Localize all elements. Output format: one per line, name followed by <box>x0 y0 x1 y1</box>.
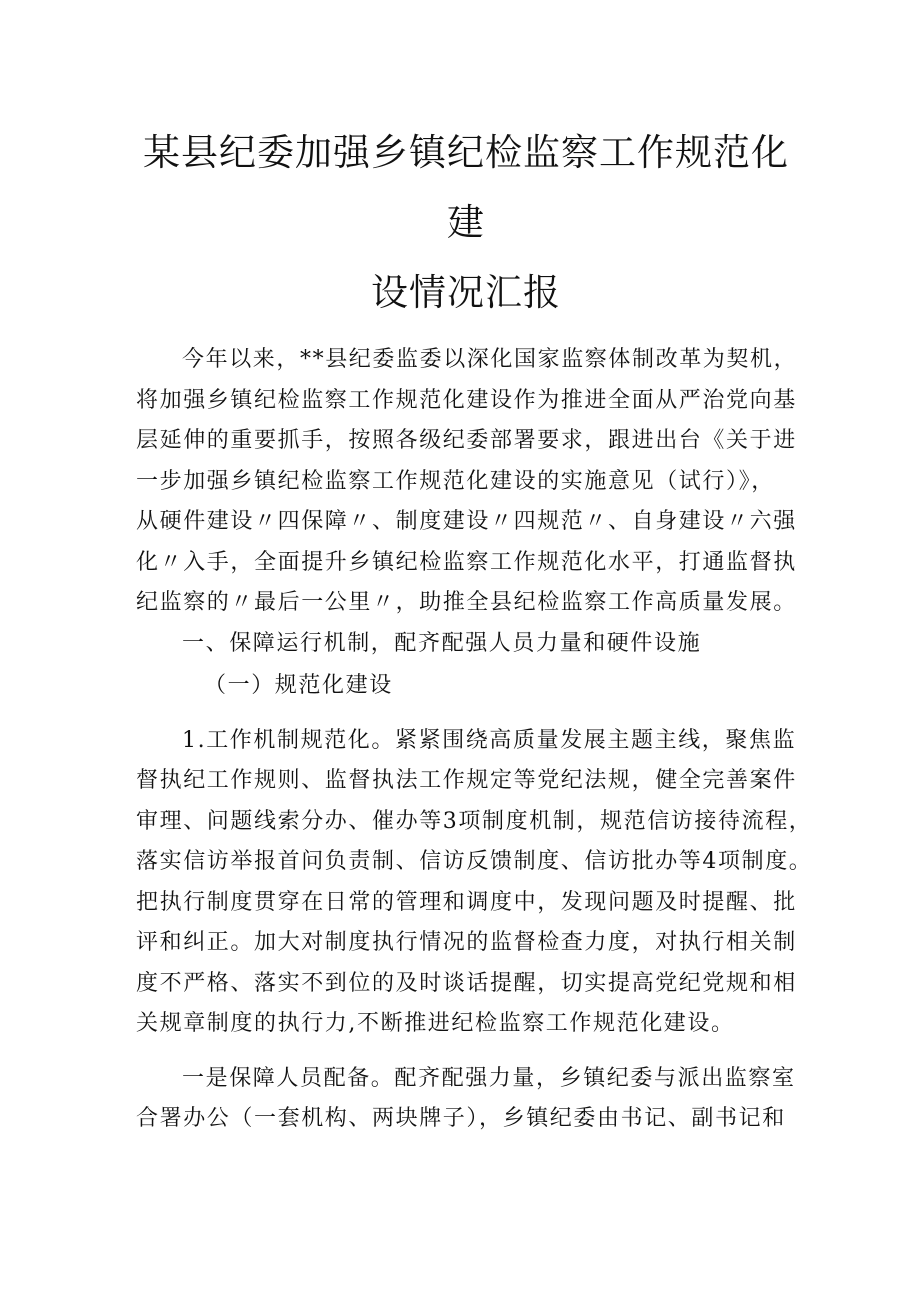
paragraph-line: 关规章制度的执行力,不断推进纪检监察工作规范化建设。 <box>136 1011 735 1036</box>
intro-paragraph <box>136 340 796 624</box>
intro-line: 层延伸的重要抓手，按照各级纪委部署要求，跟进出台《关于进 <box>136 428 797 453</box>
paragraph-line: 评和纠正。加大对制度执行情况的监督检查力度，对执行相关制 <box>136 930 797 955</box>
paragraph-line: 合署办公（一套机构、两块牌子），乡镇纪委由书记、副书记和 <box>136 1106 786 1131</box>
intro-line: 化〃入手，全面提升乡镇纪检监察工作规范化水平，打通监督执 <box>136 549 797 575</box>
intro-line: 纪监察的〃最后一公里〃，助推全县纪检监察工作高质量发展。 <box>136 590 797 615</box>
title-line-1: 某县纪委加强乡镇纪检监察工作规范化建 <box>143 131 789 244</box>
section-heading-2 <box>136 666 796 707</box>
paragraph-line: 督执纪工作规则、监督执法工作规定等党纪法规，健全完善案件 <box>136 768 797 793</box>
paragraph-staffing <box>136 1059 796 1140</box>
paragraph-line: 把执行制度贯穿在日常的管理和调度中，发现问题及时提醒、批 <box>136 889 797 915</box>
section-heading-2-text: （一）规范化建设 <box>204 673 393 698</box>
paragraph-line: 审理、问题线索分办、催办等3项制度机制，规范信访接待流程， <box>136 808 813 834</box>
intro-line: 一步加强乡镇纪检监察工作规范化建设的实施意见（试行）》， <box>136 468 775 494</box>
section-heading-1 <box>136 624 796 665</box>
intro-line: 今年以来，**县纪委监委以深化国家监察体制改革为契机， <box>182 347 798 372</box>
section-heading-1-text: 一、保障运行机制，配齐配强人员力量和硬件设施 <box>182 630 702 656</box>
document-title <box>136 118 796 328</box>
paragraph-line: 落实信访举报首问负责制、信访反馈制度、信访批办等4项制度。 <box>136 849 813 874</box>
paragraph-line: 度不严格、落实不到位的及时谈话提醒，切实提高党纪党规和相 <box>136 970 797 996</box>
paragraph-line: 1.工作机制规范化。紧紧围绕高质量发展主题主线，聚焦监 <box>182 727 797 753</box>
title-line-2: 设情况汇报 <box>371 271 561 314</box>
intro-line: 从硬件建设〃四保障〃、制度建设〃四规范〃、自身建设〃六强 <box>136 509 797 534</box>
paragraph-work-mechanism <box>136 721 813 1045</box>
paragraph-line: 一是保障人员配备。配齐配强力量，乡镇纪委与派出监察室 <box>182 1065 796 1091</box>
intro-line: 将加强乡镇纪检监察工作规范化建设作为推进全面从严治党向基 <box>136 387 797 413</box>
